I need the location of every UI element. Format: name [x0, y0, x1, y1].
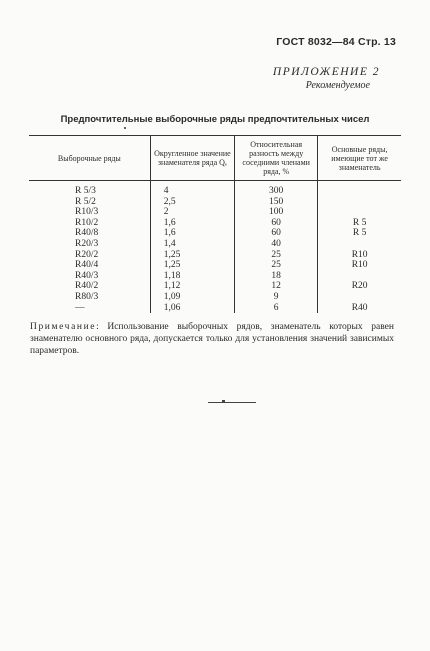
table-row [29, 197, 401, 208]
cell-series: R40/8 [75, 228, 99, 239]
cell-series: R20/2 [75, 249, 99, 260]
cell-ratio: 2 [150, 207, 234, 218]
cell-difference: 60 [235, 218, 318, 229]
cell-base-series [318, 207, 401, 218]
table-row [29, 271, 401, 282]
cell-ratio: 1,18 [150, 271, 234, 282]
table-row [29, 207, 401, 218]
cell-difference: 6 [235, 303, 318, 314]
cell-difference: 100 [235, 207, 318, 218]
cell-base-series: R10 [318, 250, 401, 261]
cell-series: R40/3 [75, 270, 99, 281]
table-body [29, 181, 401, 314]
cell-base-series: R 5 [318, 218, 401, 229]
cell-base-series [318, 271, 401, 282]
end-rule [208, 402, 256, 403]
appendix-title: ПРИЛОЖЕНИЕ 2 [272, 66, 380, 78]
cell-difference: 150 [235, 197, 318, 208]
cell-base-series: R 5 [318, 228, 401, 239]
cell-base-series [318, 197, 401, 208]
cell-ratio: 1,06 [150, 303, 234, 314]
cell-series: R40/4 [75, 260, 99, 271]
preferred-series-table [29, 135, 401, 313]
cell-difference: 25 [235, 260, 318, 271]
cell-ratio: 1,6 [150, 228, 234, 239]
cell-series: R80/3 [75, 291, 99, 302]
cell-difference: 60 [235, 228, 318, 239]
cell-ratio: 1,4 [150, 239, 234, 250]
cell-ratio: 1,25 [150, 250, 234, 261]
cell-series: R40/2 [75, 281, 99, 292]
cell-ratio: 1,6 [150, 218, 234, 229]
cell-series: R 5/3 [75, 186, 96, 196]
cell-base-series [318, 239, 401, 250]
print-mark [124, 127, 126, 129]
header-base-series: Основные ряды, имеющие тот же знаменатель [318, 136, 401, 181]
cell-base-series: R40 [318, 303, 401, 314]
note [30, 321, 394, 357]
appendix-status: Рекомендуемое [305, 80, 370, 91]
cell-difference: 18 [235, 271, 318, 282]
note-text: : Использование выборочных рядов, знаменатель которых равен знаменателю основного ряда, допускается только для установления значений зависимых параметров. [30, 322, 394, 356]
cell-difference: 12 [235, 281, 318, 292]
end-mark [222, 400, 225, 403]
cell-difference: 40 [235, 239, 318, 250]
cell-ratio: 1,25 [150, 260, 234, 271]
cell-difference: 25 [235, 250, 318, 261]
cell-base-series [318, 292, 401, 303]
header-series: Выборочные ряды [29, 136, 150, 181]
cell-series: R 5/2 [75, 196, 96, 207]
table-row [29, 218, 401, 229]
cell-ratio: 2,5 [150, 197, 234, 208]
cell-difference: 9 [235, 292, 318, 303]
table-title: Предпочтительные выборочные ряды предпочтительных чисел [60, 114, 370, 125]
table-row [29, 260, 401, 271]
table-row [29, 228, 401, 239]
cell-series: R10/3 [75, 207, 99, 218]
table-row [29, 239, 401, 250]
table-row [29, 181, 401, 197]
cell-ratio: 4 [150, 181, 234, 197]
cell-series: R20/3 [75, 238, 99, 249]
cell-base-series: R20 [318, 281, 401, 292]
cell-ratio: 1,09 [150, 292, 234, 303]
cell-difference: 300 [235, 181, 318, 197]
header-difference: Относительная разность между соседними членами ряда, % [235, 136, 318, 181]
cell-base-series: R10 [318, 260, 401, 271]
cell-base-series [318, 181, 401, 197]
note-label: Примечание [30, 322, 97, 332]
cell-series: — [75, 302, 85, 313]
table-row [29, 281, 401, 292]
cell-series: R10/2 [75, 217, 99, 228]
header-ratio: Округленное значение знаменателя ряда Qₑ [150, 136, 234, 181]
table-row [29, 250, 401, 261]
table-header-row [29, 136, 401, 181]
page-header: ГОСТ 8032—84 Стр. 13 [276, 36, 396, 48]
cell-ratio: 1,12 [150, 281, 234, 292]
table-row [29, 303, 401, 314]
table-row [29, 292, 401, 303]
